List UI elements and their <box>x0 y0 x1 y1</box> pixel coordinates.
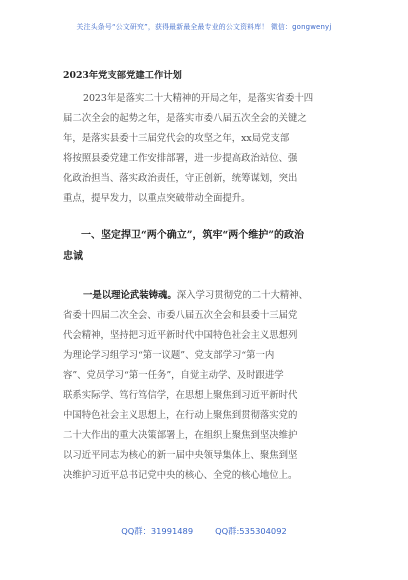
intro-line: 届二次全会的起势之年，是落实市委八届五次全会的关键之 <box>63 113 307 124</box>
paragraph-line: 为理论学习组学习“第一议题”、党支部学习“第一内 <box>63 350 275 361</box>
paragraph-line: 代会精神，坚持把习近平新时代中国特色社会主义思想列 <box>63 330 298 341</box>
footer-qq-banner <box>0 525 408 537</box>
qq-group-2: QQ群:535304092 <box>215 526 287 536</box>
section-1-heading <box>63 225 353 267</box>
paragraph-line: 容”、党员学习“第一任务”，自觉主动学、及时跟进学 <box>63 370 284 381</box>
section-heading-line: 忠诚 <box>63 251 83 262</box>
paragraph-line: 省委十四届二次全会、市委八届五次全会和县委十三届党 <box>63 310 298 321</box>
intro-line: 年，是落实县委十三届党代会的攻坚之年，xx局党支部 <box>63 133 290 144</box>
document-title: 2023年党支部党建工作计划 <box>63 70 182 81</box>
section-1-paragraph-1 <box>63 286 349 486</box>
intro-paragraph <box>63 89 349 209</box>
intro-line: 化政治担当、落实政治责任，守正创新，统筹谋划，突出 <box>63 173 298 184</box>
paragraph-line: 二十大作出的重大决策部署上，在组织上聚焦到坚决维护 <box>63 430 298 441</box>
intro-line: 2023年是落实二十大精神的开局之年，是落实省委十四 <box>83 93 314 104</box>
paragraph-first-line <box>63 286 349 306</box>
paragraph-line: 决维护习近平总书记党中央的核心、全党的核心地位上。 <box>63 470 298 481</box>
intro-line: 将按照县委党建工作安排部署，进一步提高政治站位、强 <box>63 153 298 164</box>
paragraph-first-line-rest: 深入学习贯彻党的二十大精神、 <box>176 290 309 301</box>
paragraph-line: 中国特色社会主义思想上，在行动上聚焦到贯彻落实党的 <box>63 410 298 421</box>
paragraph-line: 联系实际学、笃行笃信学，在思想上聚焦到习近平新时代 <box>63 390 298 401</box>
qq-group-1: QQ群：31991489 <box>121 526 194 536</box>
section-heading-line: 一、坚定捍卫“两个确立”，筑牢“两个维护”的政治 <box>81 230 305 241</box>
header-promo-banner: 关注头条号“公文研究”，获得最新最全最专业的公文资料库！ 微信：gongwenyj <box>76 23 332 31</box>
intro-line: 重点，提早发力，以重点突破带动全面提升。 <box>63 193 251 204</box>
paragraph-lead-bold: 一是以理论武装铸魂。 <box>83 290 177 301</box>
paragraph-line: 以习近平同志为核心的新一届中央领导集体上、聚焦到坚 <box>63 450 298 461</box>
